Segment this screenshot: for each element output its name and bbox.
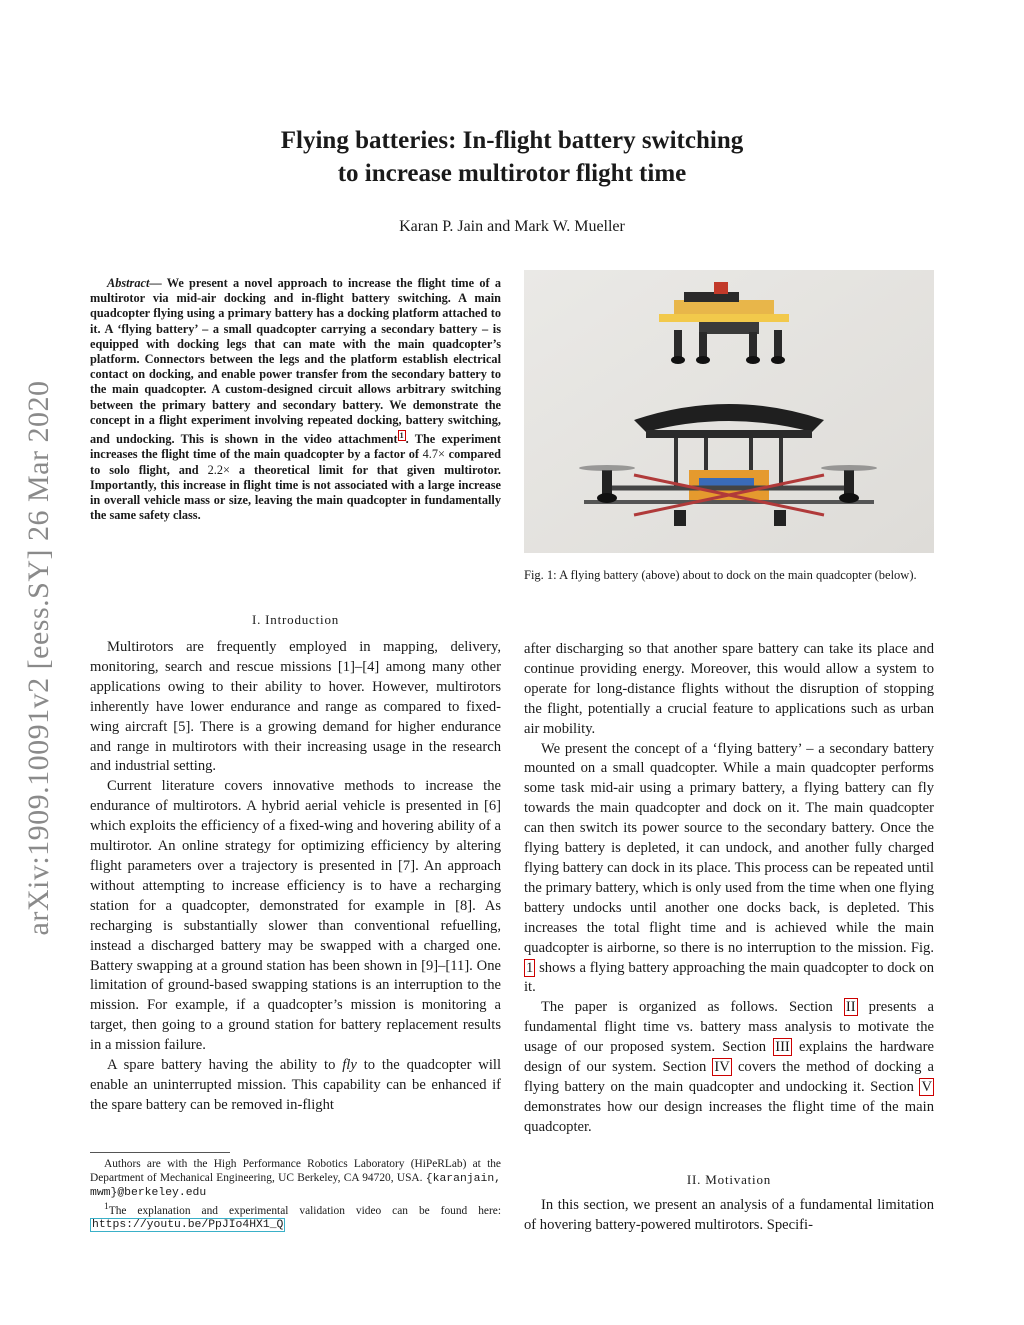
section-heading-introduction: I. Introduction — [251, 612, 340, 627]
abstract-text-4: a theoretical limit for that given multirotor. Importantly, this increase in flight time is not associated with a large increase in overall vehicle mass or size, leaving the main quadcopter in fundamentally the same safety class. — [90, 462, 502, 523]
factor-4-7: 4.7× — [422, 447, 445, 462]
section-iii-link[interactable]: III — [775, 1039, 790, 1056]
footnotes — [90, 1158, 501, 1233]
right-p3-e: demonstrates how our design increases the flight time of the main quadcopter. — [524, 1098, 934, 1135]
right-p2-b: shows a flying battery approaching the main quadcopter to dock on it. — [524, 959, 934, 996]
figure-1-link[interactable]: 1 — [526, 959, 534, 976]
paper-authors: Karan P. Jain and Mark W. Mueller — [399, 218, 625, 235]
right-p3-a: The paper is organized as follows. Section — [541, 999, 844, 1016]
figure-caption: Fig. 1: A flying battery (above) about to dock on the main quadcopter (below). — [524, 568, 917, 582]
affiliation-footnote — [90, 1158, 501, 1201]
video-footnote — [90, 1201, 501, 1233]
right-paragraph-2 — [524, 740, 934, 999]
right-paragraph-1: after discharging so that another spare battery can take its place and continue providing energy. Moreover, this would allow a system to operate for long-distance flights without the disruption of stopping the flight, potentially a crucial feature to applications such as urban air mobility. — [524, 641, 934, 737]
motivation-column — [524, 1196, 934, 1236]
intro-p3-b: to the quadcopter will enable an uninterrupted mission. This capability can be enhanced if the spare battery can be removed in-flight — [90, 1057, 501, 1113]
intro-paragraph-2: Current literature covers innovative methods to increase the endurance of multirotors. A hybrid aerial vehicle is presented in [6] which exploits the efficiency of a fixed-wing and hovering ability of a multirotor. An online strategy for optimizing efficiency by altering flight parameters over a trajectory is presented in [7]. An approach without attempting to increase efficiency is to have a recharging station for a quadcopter, demonstrated for example in [8]. As recharging is substantially slower than conventional refuelling, instead a discharged battery may be swapped with a charged one. Battery swapping at a ground station has been shown in [9]–[11]. One limitation of ground-based swapping stations is an interruption to the mission. For example, if a quadcopter’s mission is monitoring a target, then going to a ground station for battery replacement results in a mission failure. — [90, 778, 501, 1054]
abstract-dash: — — [149, 276, 167, 290]
author-emails: {karanjain, mwm}@berkeley.edu — [90, 1172, 501, 1200]
right-p3-d: covers the method of docking a flying battery on the main quadcopter and undocking it. Section — [524, 1059, 934, 1095]
introduction-column — [90, 638, 501, 1116]
section-iv-link[interactable]: IV — [714, 1059, 730, 1076]
abstract-lead: Abstract — [107, 276, 150, 290]
title-line-1: Flying batteries: In-flight battery switching — [280, 127, 744, 154]
right-p3-c: explains the hardware design of our system. Section — [524, 1039, 934, 1076]
section-v-link[interactable]: V — [921, 1078, 932, 1095]
abstract-text-1: We present a novel approach to increase the flight time of a multirotor via mid-air docking and in-flight battery switching. A main quadcopter flying using a primary battery has a docking platform attached to it. A ‘flying battery’ – a small quadcopter carrying a secondary battery – is equipped with docking legs that can mate with the main quadcopter’s platform. Connectors between the legs and the platform establish electrical contact on docking, and enable power transfer from the secondary battery to the main quadcopter. A custom-designed circuit allows arbitrary switching between the primary battery and secondary battery. We demonstrate the concept in a flight experiment involving repeated docking, battery switching, and undocking. This is shown in the video attachment — [90, 276, 502, 447]
video-link[interactable]: https://youtu.be/PpJIo4HX1_Q — [92, 1219, 284, 1232]
right-p3-b: presents a fundamental flight time vs. battery mass analysis to motivate the usage of our proposed system. Section — [524, 999, 934, 1056]
abstract-text-3: compared to solo flight, and — [90, 447, 501, 477]
right-paragraph-3 — [524, 998, 934, 1137]
intro-paragraph-1: Multirotors are frequently employed in mapping, delivery, monitoring, search and rescue missions [1]–[4] among many other applications owing to their ability to hover. However, multirotors inherently have lower endurance and range as compared to fixed-wing aircraft [5]. There is a growing demand for higher endurance and range in multirotors with their increasing usage in the research and industrial setting. — [90, 639, 501, 775]
footnote-rule — [90, 1152, 230, 1153]
section-ii-link[interactable]: II — [845, 999, 856, 1016]
paper-title — [160, 124, 864, 190]
title-line-2: to increase multirotor flight time — [337, 160, 687, 187]
intro-paragraph-3 — [90, 1056, 501, 1116]
intro-p3-fly: fly — [342, 1057, 357, 1074]
figure-photo — [524, 270, 934, 553]
arxiv-stamp: arXiv:1909.10091v2 [eess.SY] 26 Mar 2020 — [22, 380, 55, 936]
section-heading-motivation: II. Motivation — [686, 1172, 772, 1187]
abstract — [90, 276, 501, 523]
video-footnote-text: The explanation and experimental validation video can be found here: — [108, 1204, 501, 1217]
footnote-link-1[interactable]: 1 — [399, 431, 404, 441]
affiliation-text: Authors are with the High Performance Robotics Laboratory (HiPeRLab) at the Department of Mechanical Engineering, UC Berkeley, CA 94720, USA. — [90, 1158, 501, 1184]
right-column — [524, 640, 934, 1138]
right-p2-a: We present the concept of a ‘flying battery’ – a secondary battery mounted on a small quadcopter. While a main quadcopter performs some task mid-air using a primary battery, a flying battery can fly towards the main quadcopter and dock on it. The main quadcopter can then switch its power source to the secondary battery. Once the flying battery is depleted, it can undock, and another fully charged flying battery can dock in its place. This process can be repeated until the primary battery, which is only used from the time when one flying battery undocks until another one docks back, is depleted. This increases the total flight time and is achieved while the main quadcopter is airborne, so there is no interruption to the mission. Fig. — [524, 740, 934, 956]
motivation-paragraph-1: In this section, we present an analysis of a fundamental limitation of hovering battery-powered multirotors. Specifi- — [524, 1197, 934, 1233]
abstract-text-2: . The experiment increases the flight time of the main quadcopter by a factor of — [90, 432, 501, 462]
factor-2-2: 2.2× — [207, 462, 230, 477]
intro-p3-a: A spare battery having the ability to — [107, 1057, 343, 1074]
footnote-mark-1: 1 — [104, 1201, 109, 1212]
